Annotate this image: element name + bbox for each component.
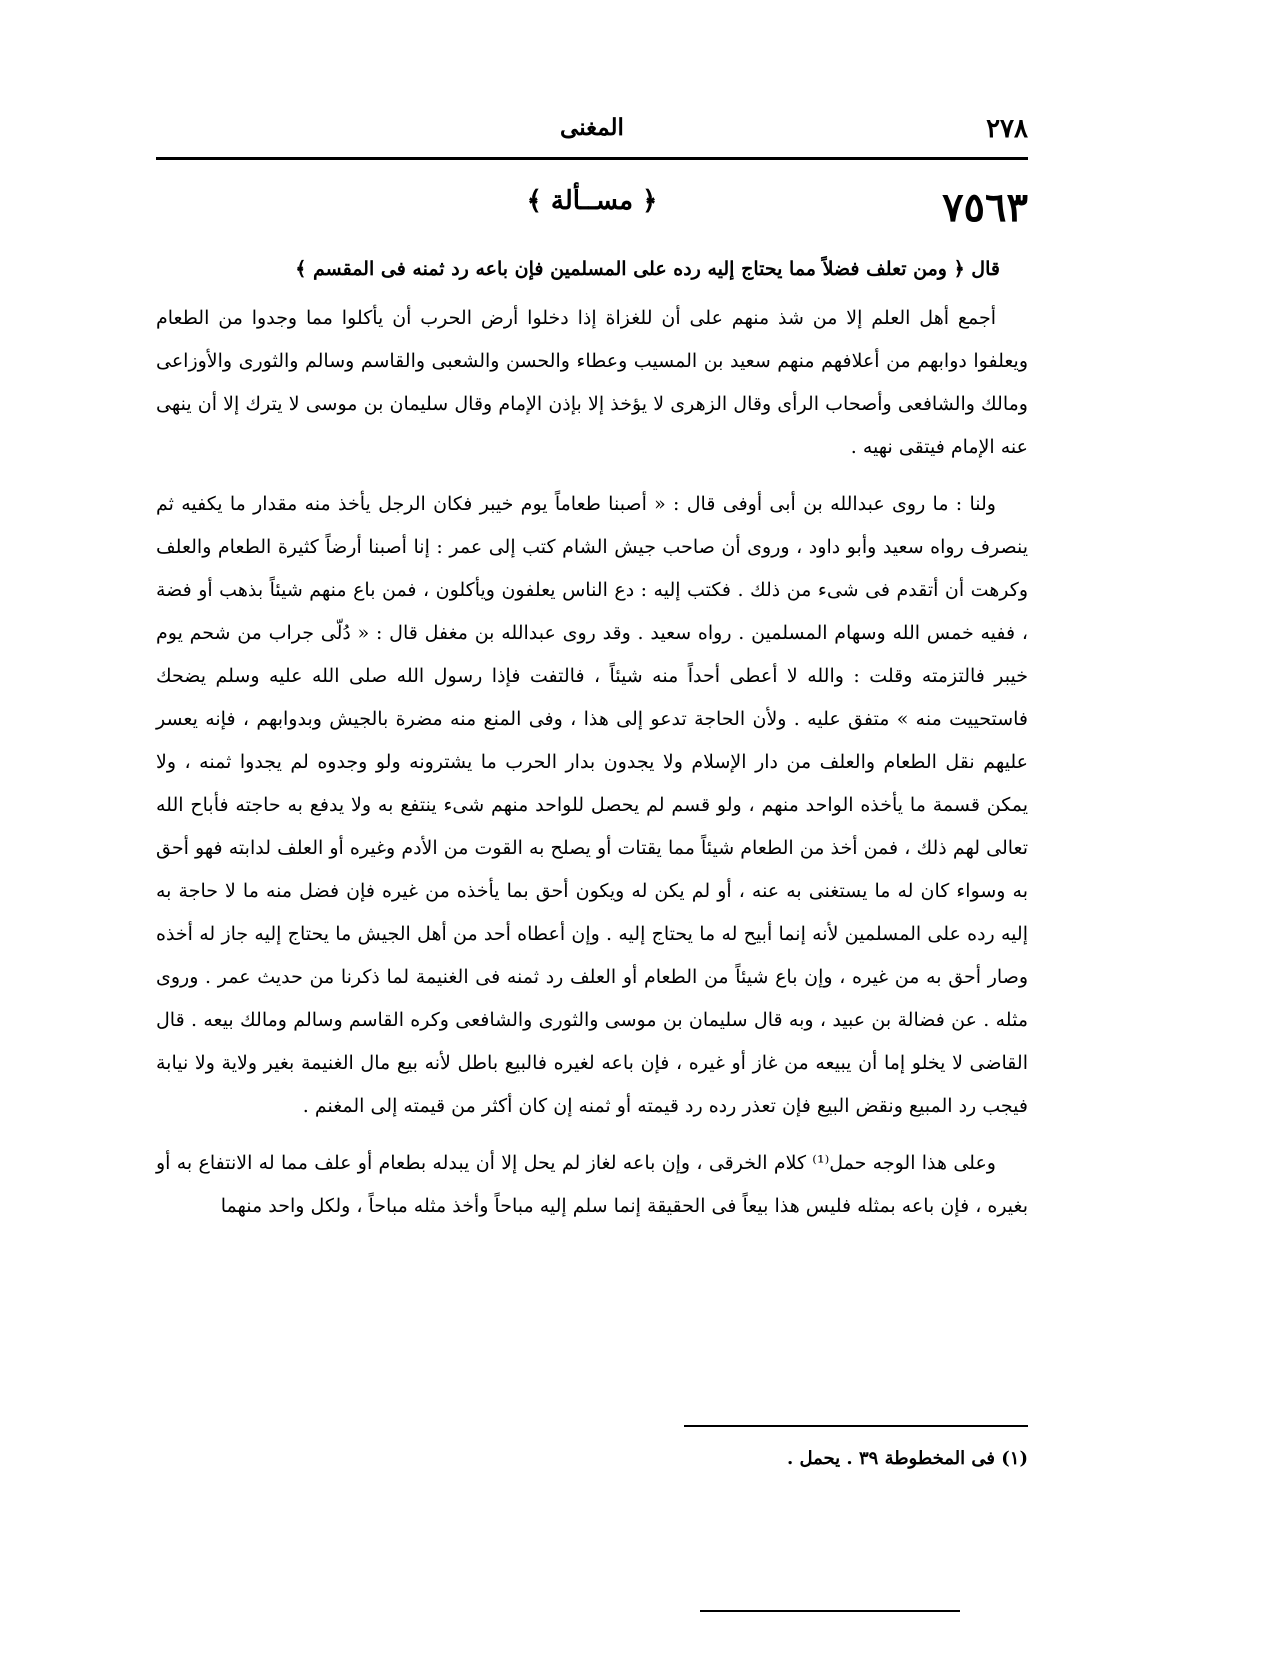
paragraph-evidence: ولنا : ما روى عبدالله بن أبى أوفى قال : « أصبنا طعاماً يوم خيبر فكان الرجل يأخذ منه مقدار ما يكفيه ثم ينصرف رواه سعيد وأبو داود ، وروى أن صاحب جيش الشام كتب إلى عمر : إنا أصبنا أرضاً كثيرة الطعام والعلف وكرهت أن أتقدم فى شىء من ذلك . فكتب إليه : دع الناس يعلفون ويأكلون ، فمن باع منهم شيئاً بذهب أو فضة ، ففيه خمس الله وسهام المسلمين . رواه سعيد . وقد روى عبدالله بن مغفل قال : « دُلّى جراب من شحم يوم خيبر فالتزمته وقلت : والله لا أعطى أحداً منه شيئاً ، فالتفت فإذا رسول الله صلى الله عليه وسلم يضحك فاستحييت منه » متفق عليه . ولأن الحاجة تدعو إلى هذا ، وفى المنع منه مضرة بالجيش وبدوابهم ، فإنه يعسر عليهم نقل الطعام والعلف من دار الإسلام ولا يجدون بدار الحرب ما يشترونه ولو وجدوه لم يجدوا ثمنه ، ولا يمكن قسمة ما يأخذه الواحد منهم ، ولو قسم لم يحصل للواحد منهم شىء ينتفع به ولا يدفع به حاجته فأباح الله تعالى لهم ذلك ، فمن أخذ من الطعام شيئاً مما يقتات أو يصلح به القوت من الأدم وغيره أو العلف لدابته فهو أحق به وسواء كان له ما يستغنى به عنه ، أو لم يكن له ويكون أحق بما يأخذه من غيره فإن فضل منه ما لا حاجة به إليه رده على المسلمين لأنه إنما أبيح له ما يحتاج إليه . وإن أعطاه أحد من أهل الجيش ما يحتاج إليه جاز له أخذه وصار أحق به من غيره ، وإن باع شيئاً من الطعام أو العلف رد ثمنه فى الغنيمة لما ذكرنا من حديث عمر . وروى مثله . عن فضالة بن عبيد ، وبه قال سليمان بن موسى والثورى والشافعى وكره القاسم وسالم ومالك بيعه . قال القاضى لا يخلو إما أن يبيعه من غاز أو غيره ، فإن باعه لغيره فالبيع باطل لأنه بيع مال الغنيمة بغير ولاية ولا نيابة فيجب رد المبيع ونقض البيع فإن تعذر رده رد قيمته أو ثمنه إن كان أكثر من قيمته إلى المغنم .: [156, 493, 1028, 1117]
footnote: (١) فى المخطوطة ٣٩ . يحمل .: [786, 1448, 1028, 1469]
footnote-divider: [684, 1425, 1028, 1427]
paragraph-ruling: وعلى هذا الوجه حمل⁽¹⁾ كلام الخرقى ، وإن باعه لغاز لم يحل إلا أن يبدله بطعام أو علف مما له الانتفاع به أو بغيره ، فإن باعه بمثله فليس هذا بيعاً فى الحقيقة إنما سلم إليه مباحاً وأخذ مثله مباحاً ، ولكل واحد منهما: [156, 1152, 1028, 1217]
paragraph-consensus: أجمع أهل العلم إلا من شذ منهم على أن للغزاة إذا دخلوا أرض الحرب أن يأكلوا مما وجدوا من الطعام ويعلفوا دوابهم من أعلافهم منهم سعيد بن المسيب وعطاء والحسن والشعبى والقاسم وسالم والثورى والأوزاعى ومالك والشافعى وأصحاب الرأى وقال الزهرى لا يؤخذ إلا بإذن الإمام وقال سليمان بن موسى لا يترك إلا أن ينهى عنه الإمام فيتقى نهيه .: [156, 307, 1028, 458]
bottom-divider: [700, 1610, 960, 1612]
issue-title: ﴿ مســألة ﴾: [526, 186, 658, 216]
book-title: المغنى: [560, 114, 624, 141]
issue-heading: [156, 184, 1028, 231]
header-divider: [156, 157, 1028, 160]
page-number: ٢٧٨: [986, 114, 1028, 144]
main-text: [156, 248, 1028, 1242]
quoted-question: قال ﴿ ومن تعلف فضلاً مما يحتاج إليه رده على المسلمين فإن باعه رد ثمنه فى المقسم ﴾: [295, 258, 1000, 280]
page-header: [156, 108, 1028, 152]
issue-number: ٧٥٦٣: [942, 184, 1028, 231]
